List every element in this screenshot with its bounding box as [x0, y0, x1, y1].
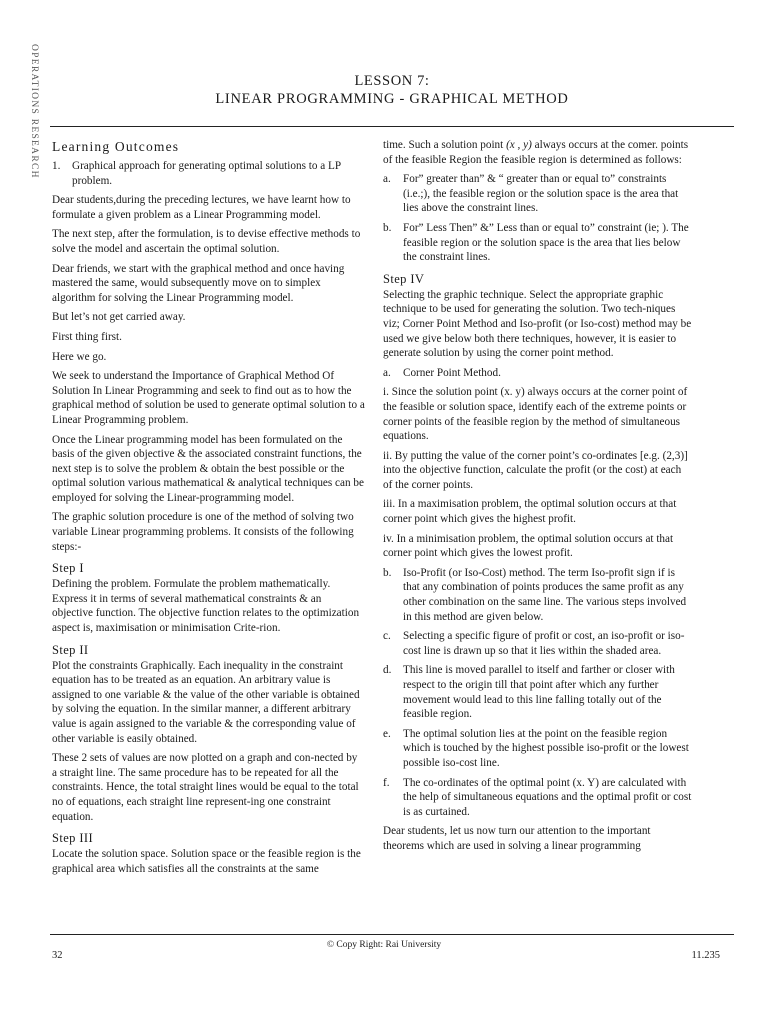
lesson-number: LESSON 7:	[354, 73, 430, 89]
paragraph: But let’s not get carried away.	[52, 311, 186, 324]
page-code: 11.235	[691, 950, 720, 961]
continued-text-a: time. Such a solution point	[383, 139, 504, 151]
list-text: The optimal solution lies at the point on the feasible region which is touched by the highest possible iso-profit or the lowest possible iso-cost line.	[403, 727, 689, 769]
paragraph: We seek to understand the Importance of Graphical Method Of Solution In Linear Programming and seek to find out as to how the graphical method of solution be used to generate optimal solution to a Linear Programming problem.	[52, 370, 365, 426]
list-item	[383, 629, 692, 658]
paragraph: Dear students,during the preceding lectures, we have learnt how to formulate a given problem as a Linear Programming model.	[52, 194, 351, 221]
lesson-title: LINEAR PROGRAMMING - GRAPHICAL METHOD	[215, 91, 569, 107]
list-item	[383, 727, 692, 771]
step-1-heading: Step I	[52, 561, 84, 576]
list-item	[383, 566, 692, 624]
list-marker: a.	[383, 366, 391, 379]
list-text: The co-ordinates of the optimal point (x. Y) are calculated with the help of simultaneous equations and the optimal profit or cost is as curtained.	[403, 776, 692, 818]
left-column	[52, 138, 365, 881]
paragraph: Here we go.	[52, 350, 107, 363]
list-item	[383, 366, 692, 381]
list-marker: f.	[383, 776, 390, 789]
paragraph: Dear friends, we start with the graphical method and once having mastered the same, would subsequently move on to simplex algorithm for solving the Linear Programming model.	[52, 262, 345, 304]
list-text: This line is moved parallel to itself and farther or closer with respect to the origin till that point after which any further movement would lead to this line falling totally out of the feasible region.	[403, 664, 675, 721]
lesson-header	[50, 72, 734, 109]
side-running-label: OPERATIONS RESEARCH	[29, 44, 39, 179]
list-text: Corner Point Method.	[403, 366, 501, 379]
list-marker: a.	[383, 173, 391, 186]
step-3-heading: Step III	[52, 831, 94, 846]
list-marker: d.	[383, 664, 392, 677]
solution-point-variable: (x , y)	[506, 139, 532, 151]
list-item	[383, 172, 692, 216]
footer-divider	[50, 934, 734, 935]
list-item	[383, 221, 692, 265]
page-number: 32	[52, 950, 63, 961]
outcome-item	[52, 159, 365, 188]
continued-text-b: always occurs at the comer. points of the feasible Region the feasible region is determined as follows:	[383, 139, 689, 166]
paragraph: Once the Linear programming model has been formulated on the basis of the given objective & the associated constraint functions, the next step is to solve the problem & obtain the best possible or the optimal solution various mathematical & analytical techniques can be employed for solving the Linear-programming model.	[52, 433, 364, 504]
sub-item: ii. By putting the value of the corner point’s co-ordinates [e.g. (2,3)] into the objective function, calculate the profit (or the cost) at each of the corner points.	[383, 449, 688, 491]
paragraph: The graphic solution procedure is one of the method of solving two variable Linear programming problems. It consists of the following steps:-	[52, 511, 354, 553]
step-1-text: Defining the problem. Formulate the problem mathematically. Express it in terms of several mathematical constraints & an objective function. The objective function relates to the optimization aspect is, maximisation or minimisation Crite-rion.	[52, 578, 360, 635]
list-text: For” greater than” & “ greater than or equal to” constraints (i.e.;), the feasible region or the solution space is the area that lies above the constraint lines.	[403, 173, 679, 215]
outcome-text: Graphical approach for generating optimal solutions to a LP problem.	[72, 160, 341, 187]
list-text: Iso-Profit (or Iso-Cost) method. The term Iso-profit sign if is that any combination of points produces the same profit as any other combination on the same line. The various steps involved in this method are given below.	[403, 566, 687, 623]
copyright-notice: © Copy Right: Rai University	[326, 940, 442, 950]
paragraph: First thing first.	[52, 330, 122, 343]
sub-item: iii. In a maximisation problem, the optimal solution occurs at that corner point which gives the highest profit.	[383, 498, 677, 526]
continued-paragraph	[383, 138, 692, 167]
paragraph: The next step, after the formulation, is to devise effective methods to solve the model and ascertain the optimal solution.	[52, 228, 361, 255]
step-4-text: Selecting the graphic technique. Select the appropriate graphic technique to be used for generating the solution. Two tech-niques viz; Corner Point Method and Iso-profit (or Iso-cost) method may be used we give below both there techniques, however, it is easier to generate solution by using the corner point method.	[383, 288, 692, 360]
step-2-text: Plot the constraints Graphically. Each inequality in the constraint equation has to be treated as an equation. An arbitrary value is assigned to one variable & the value of the other variable is obtained by solving the equation. In the similar manner, a different arbitrary value is again assigned to the variable & the corresponding value of other variable is easily obtained.	[52, 659, 360, 745]
closing-paragraph: Dear students, let us now turn our attention to the important theorems which are used in solving a linear programming	[383, 825, 651, 852]
list-text: Selecting a specific figure of profit or cost, an iso-profit or iso-cost line is drawn up so that it lies within the shaded area.	[403, 630, 685, 657]
learning-outcomes-heading: Learning Outcomes	[52, 139, 180, 154]
step-2-heading: Step II	[52, 642, 89, 657]
right-column	[383, 138, 692, 859]
header-divider	[50, 126, 734, 127]
outcome-number: 1.	[52, 160, 61, 172]
step-4-heading: Step IV	[383, 271, 425, 286]
sub-item: i. Since the solution point (x. y) always occurs at the corner point of the feasible or solution space, identify each of the extreme points or corner points of the feasible region by the method of simultaneous equations.	[383, 386, 688, 443]
list-marker: c.	[383, 630, 391, 643]
list-marker: b.	[383, 221, 392, 234]
list-item	[383, 663, 692, 721]
list-text: For” Less Then” &” Less than or equal to” constraint (ie; ). The feasible region or the solution space is the area that lies below the constraint lines.	[403, 221, 689, 264]
list-item	[383, 776, 692, 820]
list-marker: b.	[383, 566, 392, 579]
list-marker: e.	[383, 727, 391, 740]
sub-item: iv. In a minimisation problem, the optimal solution occurs at that corner point which gives the lowest profit.	[383, 532, 674, 560]
step-3-text: Locate the solution space. Solution space or the feasible region is the graphical area which satisfies all the constraints at the same	[52, 848, 361, 875]
step-2-text-continued: These 2 sets of values are now plotted on a graph and con-nected by a straight line. The same procedure has to be repeated for all the constraints. Hence, the total straight lines would be equal to the total no of equations, each straight line represent-ing one constraint equation.	[52, 752, 359, 823]
